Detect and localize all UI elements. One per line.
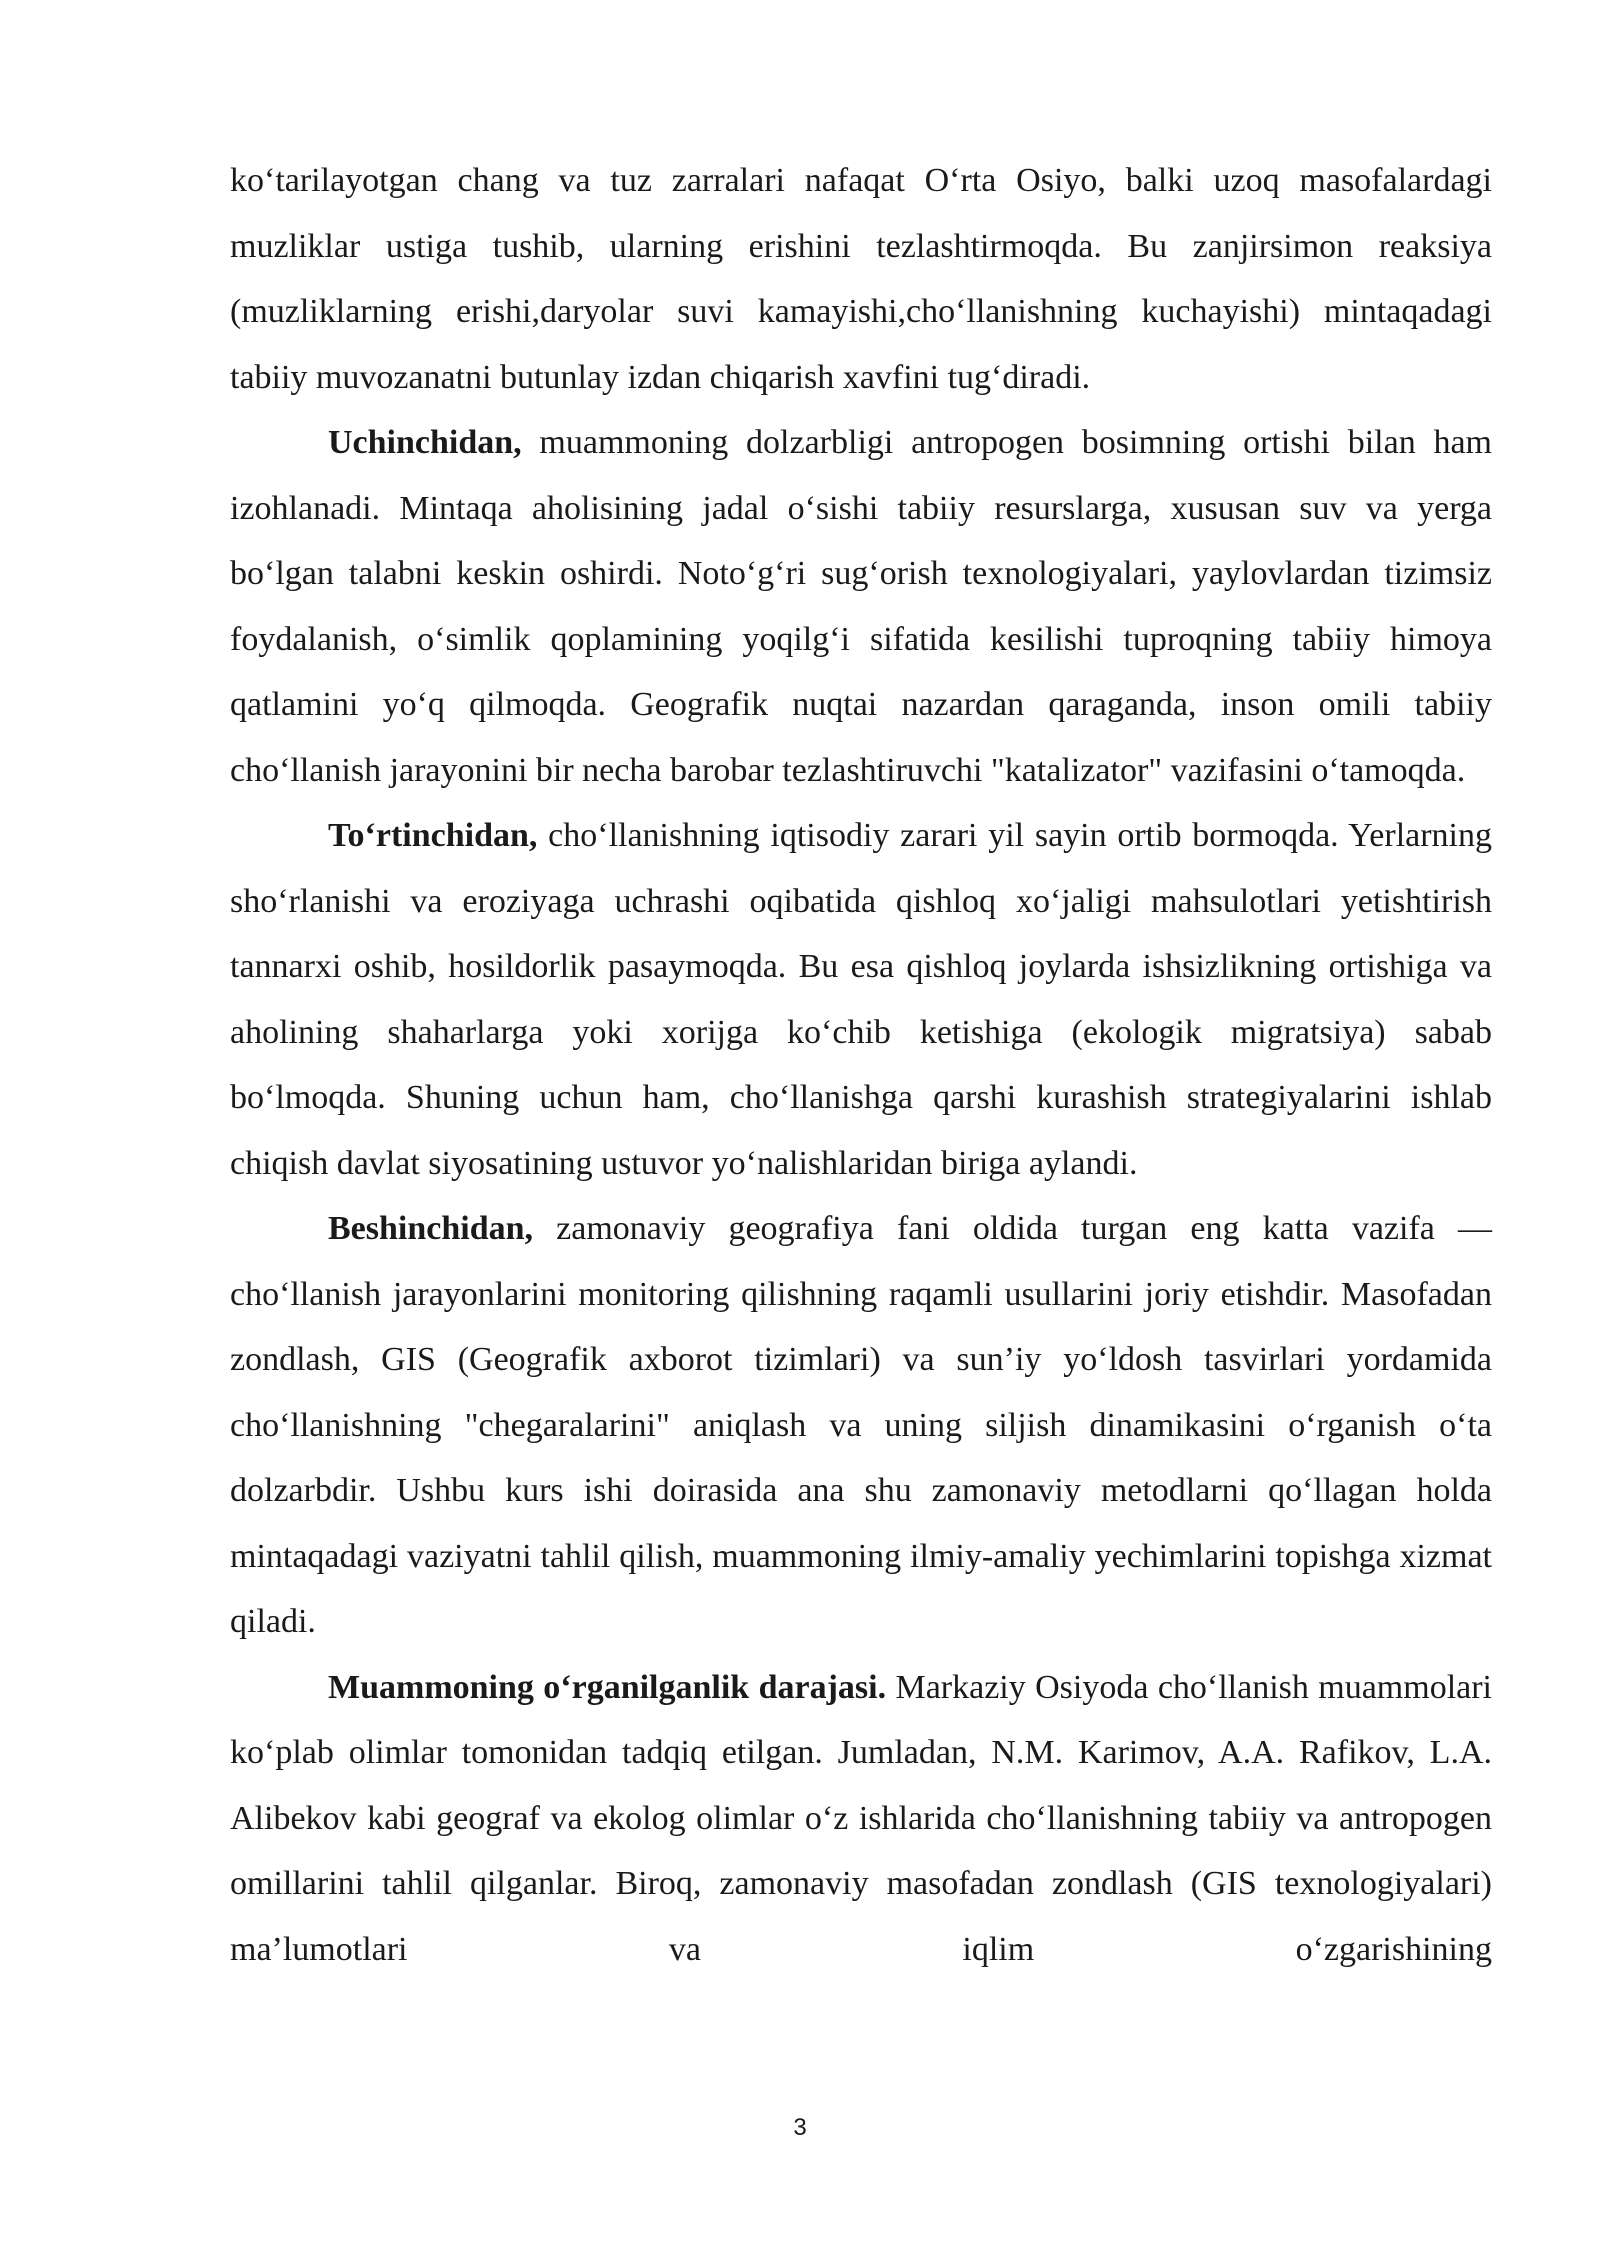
paragraph-text: zamonaviy geografiya fani oldida turgan eng katta vazifa — cho‘llanish jarayonlarini monitoring qilishning raqamli usullarini joriy etishdir. Masofadan zondlash, GIS (Geografik axborot tizimlari) va sun’iy yo‘ldosh tasvirlari yordamida cho‘llanishning "chegaralarini" aniqlash va uning siljish dinamikasini o‘rganish o‘ta dolzarbdir. Ushbu kurs ishi doirasida ana shu zamonaviy metodlarni qo‘llagan holda mintaqadagi vaziyatni tahlil qilish, muammoning ilmiy-amaliy yechimlarini topishga xizmat qiladi. [230,1210,1492,1640]
paragraph-lead: To‘rtinchidan, [328,817,538,854]
paragraph-text: cho‘llanishning iqtisodiy zarari yil sayin ortib bormoqda. Yerlarning sho‘rlanishi va eroziyaga uchrashi oqibatida qishloq xo‘jaligi mahsulotlari yetishtirish tannarxi oshib, hosildorlik pasaymoqda. Bu esa qishloq joylarda ishsizlikning ortishiga va aholining shaharlarga yoki xorijga ko‘chib ketishiga (ekologik migratsiya) sabab bo‘lmoqda. Shuning uchun ham, cho‘llanishga qarshi kurashish strategiyalarini ishlab chiqish davlat siyosatining ustuvor yo‘nalishlaridan biriga aylandi. [230,817,1492,1182]
paragraph-continuation [230,148,1492,410]
paragraph-beshinchidan [230,1196,1492,1655]
paragraph-tortinchidan [230,803,1492,1196]
paragraph-lead: Beshinchidan, [328,1210,534,1247]
paragraph-lead: Muammoning o‘rganilganlik darajasi. [328,1668,887,1706]
body-text [230,148,1492,1982]
paragraph-text: muammoning dolzarbligi antropogen bosimning ortishi bilan ham izohlanadi. Mintaqa aholisining jadal o‘sishi tabiiy resurslarga, xususan suv va yerga bo‘lgan talabni keskin oshirdi. Noto‘g‘ri sug‘orish texnologiyalari, yaylovlardan tizimsiz foydalanish, o‘simlik qoplamining yoqilg‘i sifatida kesilishi tuproqning tabiiy himoya qatlamini yo‘q qilmoqda. Geografik nuqtai nazardan qaraganda, inson omili tabiiy cho‘llanish jarayonini bir necha barobar tezlashtiruvchi "katalizator" vazifasini o‘tamoqda. [230,424,1492,789]
paragraph-text: ko‘tarilayotgan chang va tuz zarralari nafaqat O‘rta Osiyo, balki uzoq masofalardagi muzliklar ustiga tushib, ularning erishini tezlashtirmoqda. Bu zanjirsimon reaksiya (muzliklarning erishi,daryolar suvi kamayishi,cho‘llanishning kuchayishi) mintaqadagi tabiiy muvozanatni butunlay izdan chiqarish xavfini tug‘diradi. [230,162,1492,396]
paragraph-uchinchidan [230,410,1492,803]
page-number: 3 [793,2114,807,2141]
paragraph-lead: Uchinchidan, [328,424,522,461]
paragraph-organilganlik [230,1655,1492,1983]
paragraph-text: Markaziy Osiyoda cho‘llanish muammolari ko‘plab olimlar tomonidan tadqiq etilgan. Jumladan, N.M. Karimov, A.A. Rafikov, L.A. Alibekov kabi geograf va ekolog olimlar o‘z ishlarida cho‘llanishning tabiiy va antropogen omillarini tahlil qilganlar. Biroq, zamonaviy masofadan zondlash (GIS texnologiyalari) ma’lumotlari va iqlim o‘zgarishining [230,1668,1492,1968]
